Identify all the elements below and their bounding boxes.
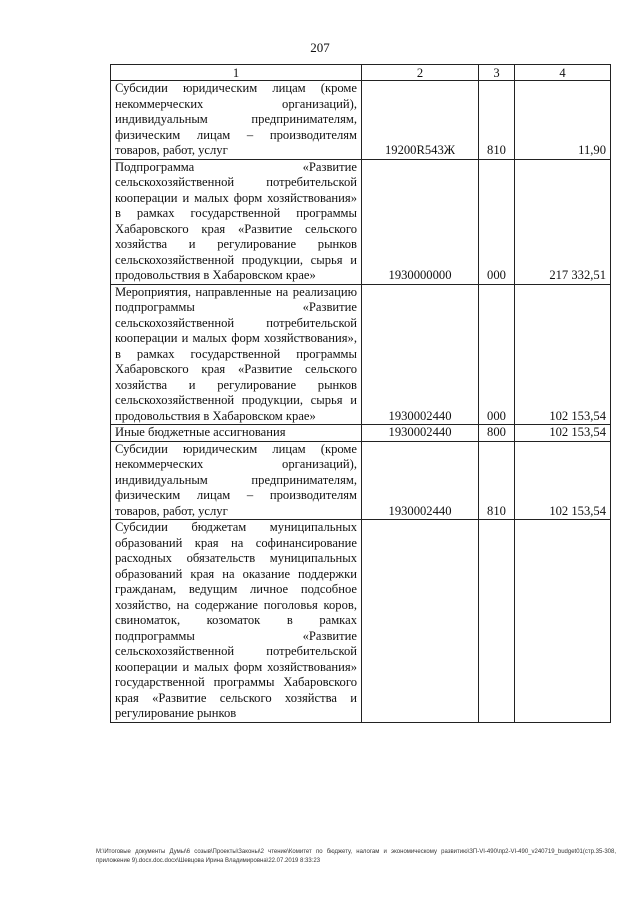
page-number: 207 — [310, 40, 330, 55]
row-sum: 102 153,54 — [515, 441, 611, 520]
row-expense-type: 000 — [479, 284, 515, 425]
row-name: Иные бюджетные ассигнования — [111, 425, 362, 442]
table-row — [111, 425, 611, 442]
row-code: 1930002440 — [362, 425, 479, 442]
row-sum: 102 153,54 — [515, 284, 611, 425]
row-name: Мероприятия, направленные на реализацию подпрограммы «Развитие сельскохозяйственной потребительской кооперации и малых форм хозяйствования», в рамках государственной программы Хабаровского края «Развитие сельского хозяйства и регулирование рынков сельскохозяйственной продукции, сырья и продовольствия в Хабаровском крае» — [111, 284, 362, 425]
table-row — [111, 81, 611, 160]
table-row — [111, 520, 611, 723]
row-code: 1930000000 — [362, 159, 479, 284]
row-expense-type — [479, 520, 515, 723]
row-code: 1930002440 — [362, 284, 479, 425]
row-name: Субсидии юридическим лицам (кроме некоммерческих организаций), индивидуальным предпринимателям, физическим лицам – производителям товаров, работ, услуг — [111, 441, 362, 520]
row-name: Субсидии юридическим лицам (кроме некоммерческих организаций), индивидуальным предпринимателям, физическим лицам – производителям товаров, работ, услуг — [111, 81, 362, 160]
row-sum — [515, 520, 611, 723]
row-name: Подпрограмма «Развитие сельскохозяйственной потребительской кооперации и малых форм хозяйствования» в рамках государственной программы Хабаровского края «Развитие сельского хозяйства и регулирование рынков сельскохозяйственной продукции, сырья и продовольствия в Хабаровском крае» — [111, 159, 362, 284]
row-sum: 11,90 — [515, 81, 611, 160]
table-row — [111, 159, 611, 284]
row-sum: 217 332,51 — [515, 159, 611, 284]
row-code — [362, 520, 479, 723]
table-header-row — [111, 65, 611, 81]
row-expense-type: 000 — [479, 159, 515, 284]
header-col-3: 3 — [479, 65, 515, 81]
row-code: 1930002440 — [362, 441, 479, 520]
header-col-1: 1 — [111, 65, 362, 81]
budget-table — [110, 64, 611, 723]
header-col-2: 2 — [362, 65, 479, 81]
table-row — [111, 441, 611, 520]
row-sum: 102 153,54 — [515, 425, 611, 442]
row-expense-type: 800 — [479, 425, 515, 442]
row-code: 19200R543Ж — [362, 81, 479, 160]
row-expense-type: 810 — [479, 441, 515, 520]
document-path-footer: M:\Итоговые документы Думы\6 созыв\Проекты\Законы\2 чтение\Комитет по бюджету, налогам и экономическому развитию\ЗП-VI-490\пр2-VI-490_v240719_budget01(стр.35-308, приложение 9).docx.doc.docx\Шевцова Ирина Владимировна\22.07.2019 8:33:23 — [96, 849, 616, 864]
header-col-4: 4 — [515, 65, 611, 81]
row-expense-type: 810 — [479, 81, 515, 160]
row-name: Субсидии бюджетам муниципальных образований края на софинансирование расходных обязательств муниципальных образований края на оказание поддержки гражданам, ведущим личное подсобное хозяйство, на содержание поголовья коров, свиноматок, козоматок в рамках подпрограммы «Развитие сельскохозяйственной потребительской кооперации и малых форм хозяйствования» государственной программы Хабаровского края «Развитие сельского хозяйства и регулирование рынков — [111, 520, 362, 723]
table-row — [111, 284, 611, 425]
